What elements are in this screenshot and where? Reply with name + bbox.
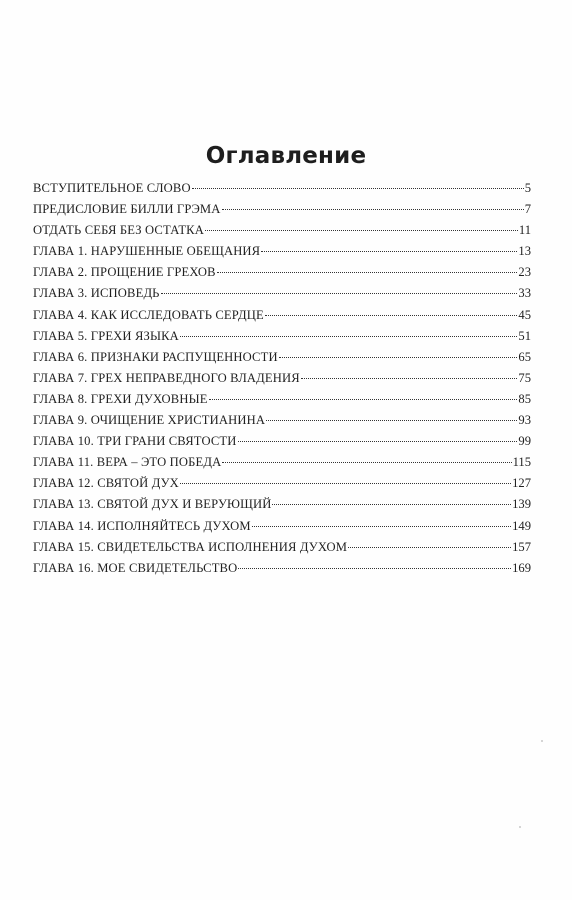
- page-title: Оглавление: [205, 143, 367, 170]
- toc-entry-title: ГЛАВА 4. КАК ИССЛЕДОВАТЬ СЕРДЦЕ: [33, 307, 264, 322]
- toc-entry-page-number: 45: [518, 307, 531, 322]
- toc-entry-title: ГЛАВА 11. ВЕРА – ЭТО ПОБЕДА: [33, 455, 222, 470]
- toc-entry-title: ГЛАВА 15. СВИДЕТЕЛЬСТВА ИСПОЛНЕНИЯ ДУХОМ: [33, 539, 348, 554]
- toc-entry: [33, 455, 531, 476]
- toc-entry-page-number: 11: [518, 223, 531, 238]
- table-of-contents: [33, 181, 531, 582]
- toc-entry: [33, 476, 531, 497]
- scan-speck: [541, 740, 543, 742]
- toc-entry-page-number: 33: [518, 286, 531, 301]
- dot-leader: [180, 336, 517, 337]
- dot-leader: [252, 526, 511, 527]
- dot-leader: [161, 293, 518, 294]
- toc-entry-title: ГЛАВА 6. ПРИЗНАКИ РАСПУЩЕННОСТИ: [33, 349, 278, 364]
- toc-entry: [33, 286, 531, 307]
- toc-entry-title: ГЛАВА 3. ИСПОВЕДЬ: [33, 286, 160, 301]
- dot-leader: [279, 357, 518, 358]
- toc-entry: [33, 265, 531, 286]
- dot-leader: [272, 504, 511, 505]
- toc-entry: [33, 350, 531, 371]
- toc-entry-title: ГЛАВА 5. ГРЕХИ ЯЗЫКА: [33, 328, 179, 343]
- toc-entry-title: ГЛАВА 14. ИСПОЛНЯЙТЕСЬ ДУХОМ: [33, 518, 251, 533]
- toc-entry: [33, 392, 531, 413]
- toc-entry-title: ГЛАВА 9. ОЧИЩЕНИЕ ХРИСТИАНИНА: [33, 413, 266, 428]
- toc-entry-page-number: 7: [524, 202, 531, 217]
- toc-entry-title: ГЛАВА 12. СВЯТОЙ ДУХ: [33, 476, 179, 491]
- dot-leader: [180, 483, 511, 484]
- toc-entry: [33, 371, 531, 392]
- dot-leader: [222, 462, 511, 463]
- toc-entry-page-number: 115: [512, 455, 531, 470]
- toc-entry-page-number: 23: [518, 265, 531, 280]
- toc-entry-page-number: 99: [518, 434, 531, 449]
- toc-entry-page-number: 127: [512, 476, 531, 491]
- dot-leader: [261, 251, 517, 252]
- toc-entry-page-number: 13: [518, 244, 531, 259]
- toc-entry: [33, 497, 531, 518]
- toc-entry-title: ПРЕДИСЛОВИЕ БИЛЛИ ГРЭМА: [33, 202, 221, 217]
- toc-entry: [33, 434, 531, 455]
- dot-leader: [301, 378, 518, 379]
- toc-entry: [33, 540, 531, 561]
- dot-leader: [205, 230, 518, 231]
- toc-entry-title: ГЛАВА 10. ТРИ ГРАНИ СВЯТОСТИ: [33, 434, 237, 449]
- scan-speck: [519, 826, 521, 828]
- toc-entry: [33, 308, 531, 329]
- toc-entry-title: ГЛАВА 1. НАРУШЕННЫЕ ОБЕЩАНИЯ: [33, 244, 261, 259]
- toc-entry-page-number: 169: [512, 560, 531, 575]
- toc-entry-page-number: 93: [518, 413, 531, 428]
- toc-entry: [33, 244, 531, 265]
- dot-leader: [265, 315, 518, 316]
- dot-leader: [209, 399, 518, 400]
- dot-leader: [348, 547, 511, 548]
- toc-entry: [33, 561, 531, 582]
- toc-entry-title: ГЛАВА 2. ПРОЩЕНИЕ ГРЕХОВ: [33, 265, 216, 280]
- dot-leader: [266, 420, 517, 421]
- toc-entry-title: ГЛАВА 16. МОЕ СВИДЕТЕЛЬСТВО: [33, 560, 238, 575]
- dot-leader: [238, 441, 518, 442]
- toc-entry-title: ВСТУПИТЕЛЬНОЕ СЛОВО: [33, 181, 191, 195]
- dot-leader: [217, 272, 518, 273]
- dot-leader: [192, 188, 524, 189]
- toc-entry-page-number: 51: [518, 328, 531, 343]
- toc-entry-page-number: 85: [518, 391, 531, 406]
- toc-entry-title: ГЛАВА 13. СВЯТОЙ ДУХ И ВЕРУЮЩИЙ: [33, 497, 272, 512]
- toc-entry-title: ОТДАТЬ СЕБЯ БЕЗ ОСТАТКА: [33, 223, 204, 238]
- toc-entry: [33, 329, 531, 350]
- toc-entry-page-number: 139: [512, 497, 531, 512]
- toc-entry-page-number: 5: [524, 181, 531, 195]
- toc-entry-title: ГЛАВА 8. ГРЕХИ ДУХОВНЫЕ: [33, 391, 208, 406]
- dot-leader: [238, 568, 511, 569]
- toc-entry: [33, 181, 531, 202]
- toc-entry: [33, 223, 531, 244]
- toc-entry-page-number: 149: [512, 518, 531, 533]
- toc-entry: [33, 413, 531, 434]
- toc-entry-page-number: 75: [518, 370, 531, 385]
- toc-entry-page-number: 157: [512, 539, 531, 554]
- toc-entry: [33, 202, 531, 223]
- toc-entry-title: ГЛАВА 7. ГРЕХ НЕПРАВЕДНОГО ВЛАДЕНИЯ: [33, 370, 300, 385]
- dot-leader: [222, 209, 524, 210]
- toc-entry: [33, 519, 531, 540]
- toc-entry-page-number: 65: [518, 349, 531, 364]
